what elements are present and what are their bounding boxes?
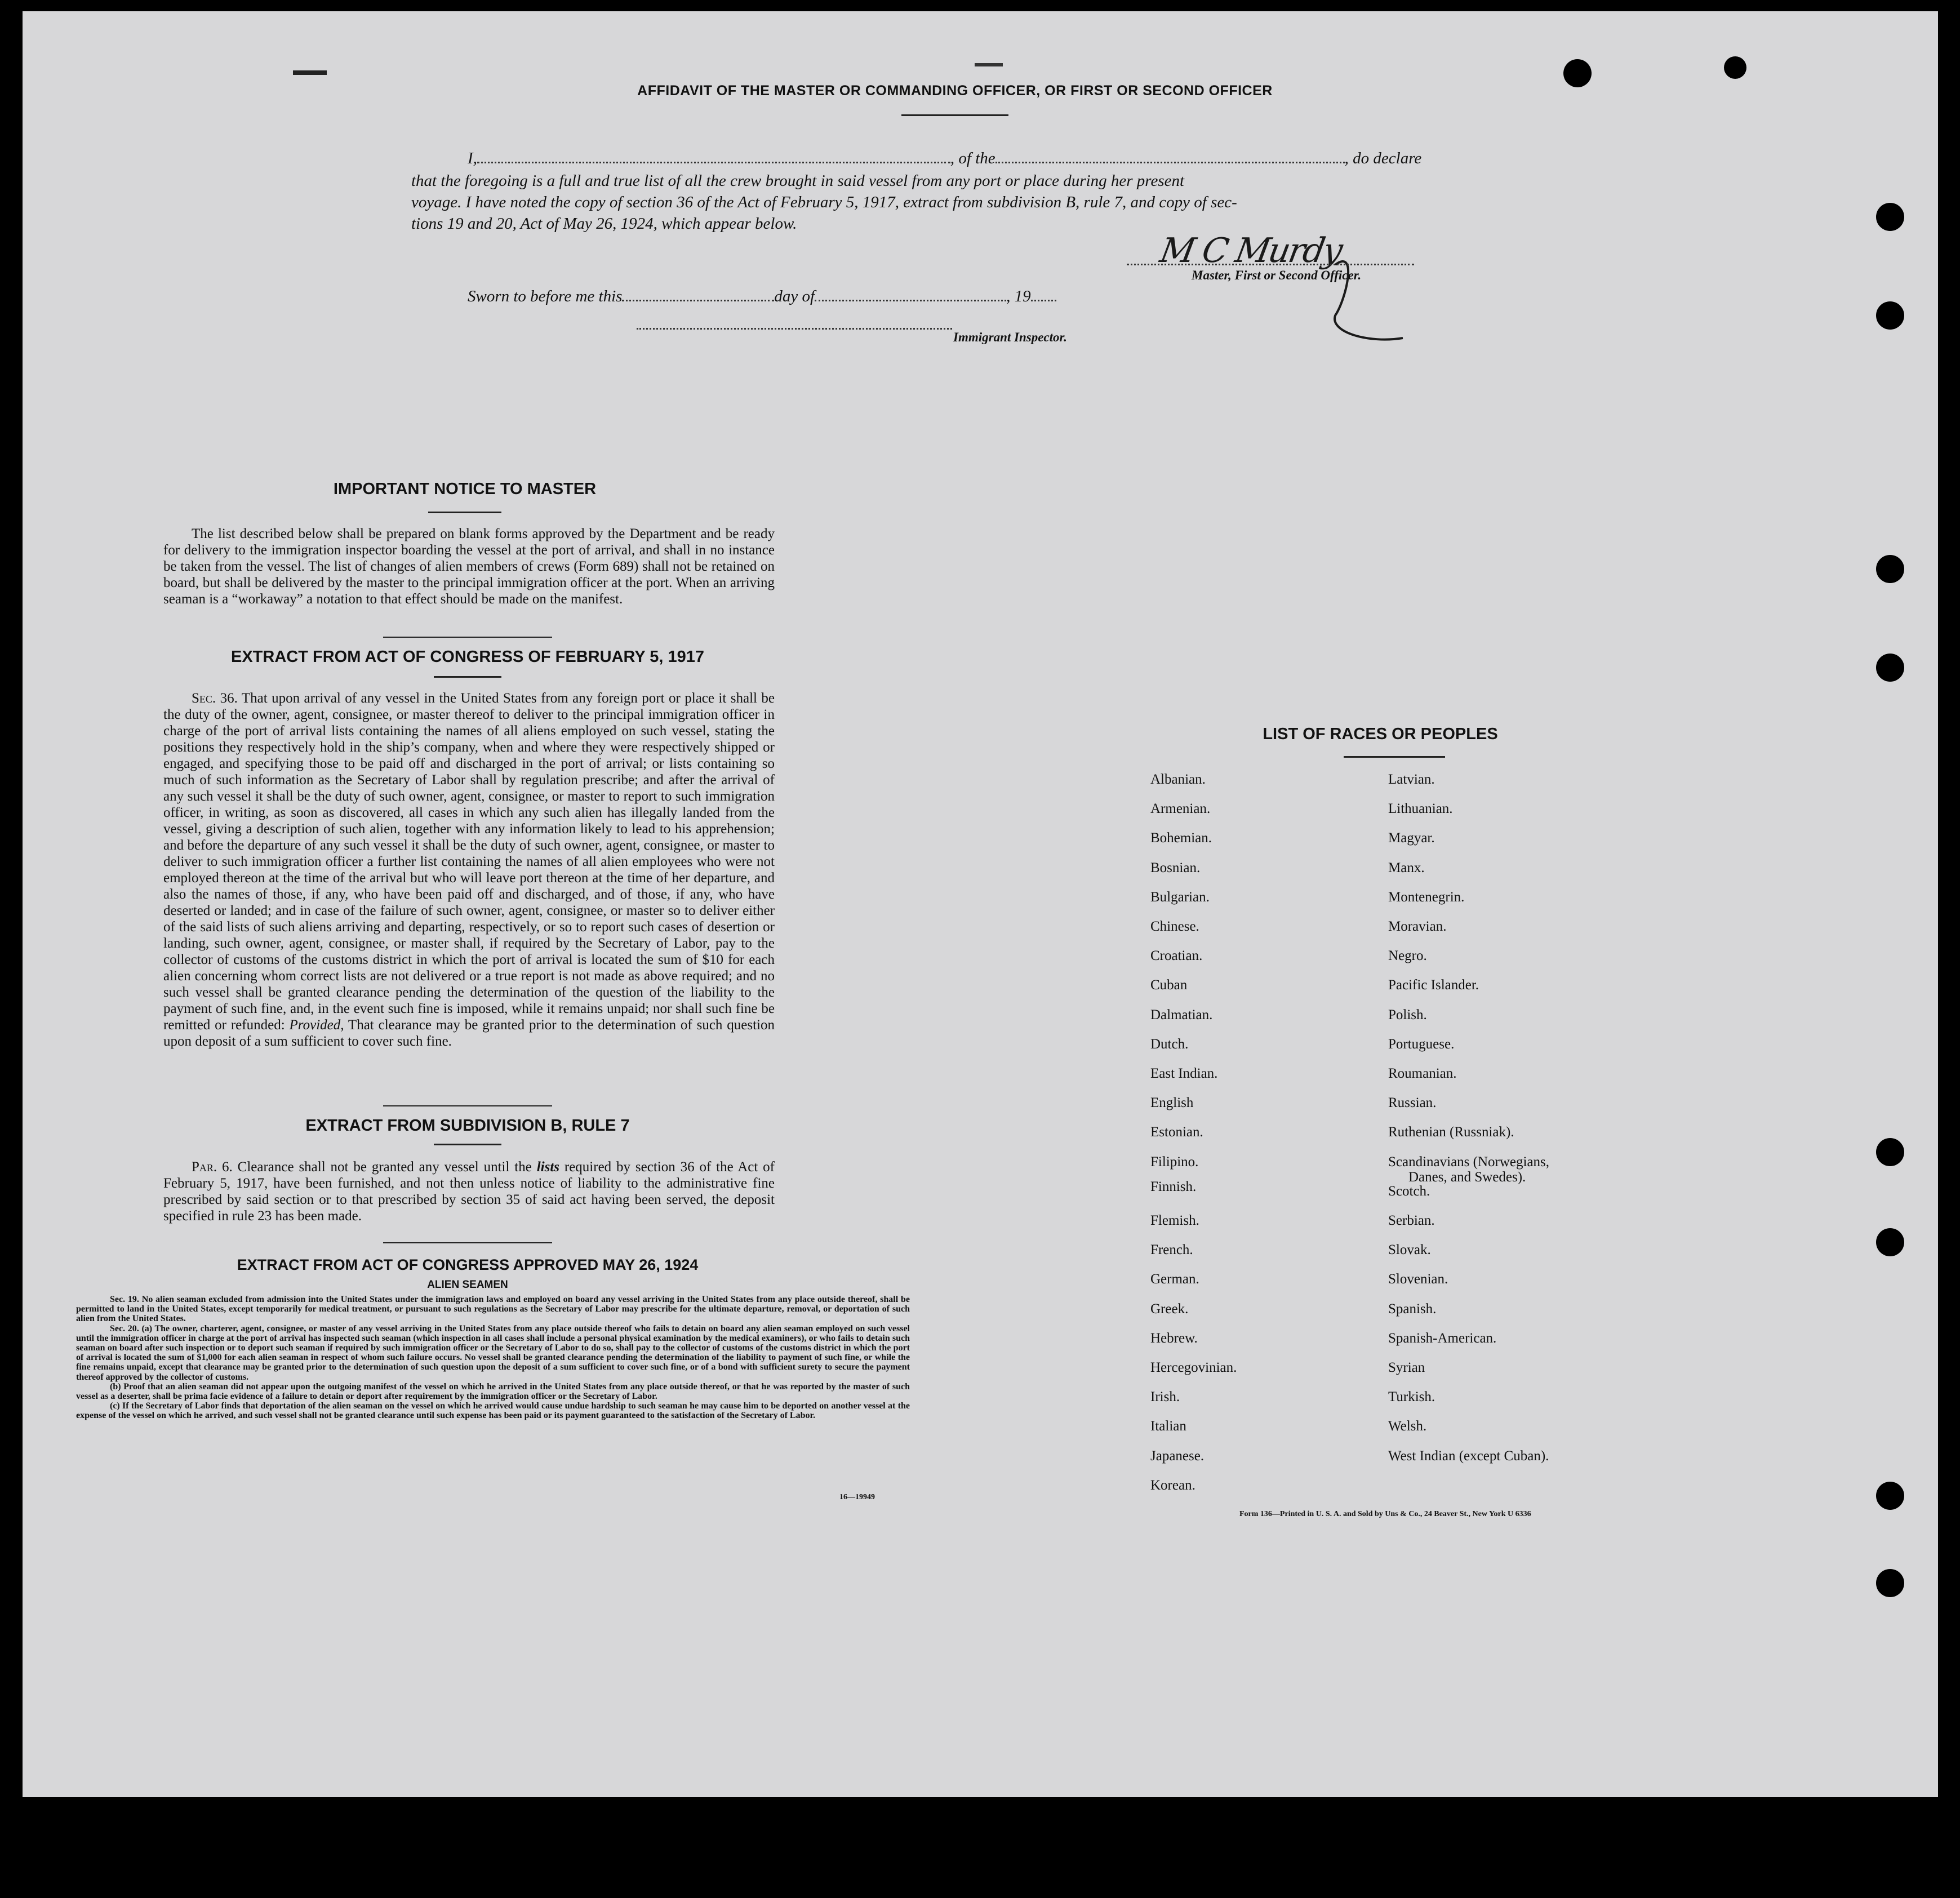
race-item: Danes, and Swedes). <box>1408 1169 1526 1185</box>
race-item: Greek. <box>1150 1301 1189 1317</box>
race-item: Montenegrin. <box>1388 889 1465 905</box>
punch-hole <box>1724 56 1746 79</box>
race-item: Korean. <box>1150 1477 1195 1493</box>
race-item: Roumanian. <box>1388 1066 1457 1081</box>
sec-20a: Sec. 20. (a) The owner, charterer, agent, consignee, or master of any vessel arriving in the United States from any place outside thereof who fails to detain on board any alien seaman employed on such vessel until the immigration officer in charge at the port of arrival has inspected such seaman (which inspection in all cases shall include a personal physical examination by the medical examiners), or who fails to detain such seaman on board after such inspection or to deport such seaman if required by such immigration officer or the Secretary of Labor to do so, shall pay to the collector of customs of the customs district in which the port of arrival is located the sum of $1,000 for each alien seaman in respect of whom such failure occurs. No vessel shall be granted clearance pending the determination of the liability to payment of such fine, or while the fine remains unpaid, except that clearance may be granted prior to the determination of such question upon the deposit of a sum sufficient to cover such fine, or of a bond with sufficient surety to secure the payment thereof approved by the collector of customs. <box>76 1323 910 1382</box>
rule7-text-a: Clearance shall not be granted any vessel until the <box>237 1159 532 1175</box>
punch-hole <box>1876 1138 1904 1166</box>
vessel-blank <box>995 149 1345 163</box>
race-item: Finnish. <box>1150 1179 1197 1194</box>
provided-label: Provided, <box>289 1017 344 1033</box>
punch-hole <box>1876 555 1904 583</box>
notice-heading: IMPORTANT NOTICE TO MASTER <box>333 480 597 498</box>
affidavit-text: , do declare <box>1344 149 1422 167</box>
notice-text: The list described below shall be prepared on blank forms approved by the Department and be ready for delivery to the immigration inspector boarding the vessel at the port of arrival, and shall in no instance be taken from the vessel. The list of changes of alien members of crews (Form 689) shall not be retained on board, but shall be delivered by the master to the principal immigration officer at the port. When an arriving seaman is a “workaway” a notation to that effect should be made on the manifest. <box>163 526 775 607</box>
signature-caption: Master, First or Second Officer. <box>1192 268 1362 282</box>
affidavit-line-1 <box>468 149 1421 168</box>
document-sheet <box>23 11 1938 1797</box>
affidavit-text: I, <box>468 149 477 167</box>
race-item: Moravian. <box>1388 919 1447 934</box>
race-item: Polish. <box>1388 1007 1427 1023</box>
race-item: German. <box>1150 1272 1199 1287</box>
race-item: Portuguese. <box>1388 1036 1455 1052</box>
notice-rule <box>428 512 501 513</box>
extract-1917-rule <box>434 676 501 678</box>
act-1924-heading: EXTRACT FROM ACT OF CONGRESS APPROVED MAY 26, 1924 <box>237 1256 699 1273</box>
name-blank <box>477 149 950 163</box>
notice-end-rule <box>383 637 552 638</box>
month-blank <box>815 287 1006 301</box>
affidavit-line-4: tions 19 and 20, Act of May 26, 1924, which appear below. <box>411 215 797 233</box>
punch-hole <box>1876 654 1904 682</box>
race-item: Cuban <box>1150 977 1188 993</box>
race-item: Bosnian. <box>1150 860 1201 875</box>
race-item: Spanish. <box>1388 1301 1437 1317</box>
punch-hole <box>1876 301 1904 330</box>
race-item: Lithuanian. <box>1388 801 1453 817</box>
race-item: Russian. <box>1388 1095 1437 1111</box>
year-blank <box>1031 287 1056 301</box>
sec-20c: (c) If the Secretary of Labor finds that deportation of the alien seaman on the vessel on which he arrived would cause undue hardship to such seaman he may cause him to be deported on another vessel at the expense of the vessel on which he arrived, and such vessel shall not be granted clearance until such expense has been paid or its payment guaranteed to the satisfaction of the Secretary of Labor. <box>76 1401 910 1421</box>
lists-word: lists <box>536 1159 560 1175</box>
sworn-text: day of <box>774 287 815 305</box>
punch-hole <box>1563 59 1592 87</box>
rule7-rule <box>434 1144 501 1145</box>
scan-mark <box>975 63 1003 66</box>
act-1924-text <box>76 1295 910 1421</box>
race-item: Scandinavians (Norwegians, <box>1388 1154 1550 1170</box>
race-item: Welsh. <box>1388 1419 1427 1434</box>
race-item: Dutch. <box>1150 1036 1189 1052</box>
title-rule <box>901 114 1008 116</box>
race-item: Ruthenian (Russniak). <box>1388 1124 1514 1140</box>
signature: M C Murdy <box>1157 231 1344 270</box>
race-item: Scotch. <box>1388 1183 1430 1199</box>
race-item: Serbian. <box>1388 1213 1435 1228</box>
punch-hole <box>1876 203 1904 231</box>
section-label: Sec. 36. <box>192 691 238 706</box>
rule7-end-rule <box>383 1242 552 1243</box>
race-item: Latvian. <box>1388 772 1435 787</box>
race-item: Hebrew. <box>1150 1330 1198 1346</box>
race-item: Estonian. <box>1150 1124 1203 1140</box>
form-footer: Form 136—Printed in U. S. A. and Sold by Uns & Co., 24 Beaver St., New York U 6336 <box>1239 1510 1531 1518</box>
inspector-caption: Immigrant Inspector. <box>953 330 1067 344</box>
race-item: Croatian. <box>1150 948 1203 964</box>
race-item: Negro. <box>1388 948 1427 964</box>
scan-mark <box>293 70 327 75</box>
races-rule <box>1344 756 1445 758</box>
rule7-text-b: required by section 36 of the Act of February 5, 1917, have been furnished, and not then unless notice of liability to the administrative fine prescribed by said section or to that prescribed by section 35 of said act having been served, the deposit specified in rule 23 has been made. <box>163 1159 775 1224</box>
alien-seamen-subheading: ALIEN SEAMEN <box>427 1279 508 1291</box>
rule7-text <box>163 1159 775 1224</box>
extract-1917-end-rule <box>383 1105 552 1106</box>
section-text: That upon arrival of any vessel in the United States from any foreign port or place it shall be the duty of the owner, agent, consignee, or master thereof to deliver to the principal immigration officer in charge of the port of arrival lists containing the names of all aliens employed on such vessel, stating the positions they respectively hold in the ship’s company, when and where they were respectively shipped or engaged, and specifying those to be paid off and discharged in the port of arrival; or lists containing so much of such information as the Secretary of Labor shall by regulation prescribe; and after the arrival of any such vessel it shall be the duty of such owner, agent, consignee, or master to report to such immigration officer, in writing, as soon as discovered, all cases in which any such alien has illegally landed from the vessel, giving a description of such alien, together with any information likely to lead to his apprehension; and before the departure of any such vessel it shall be the duty of such owner, agent, consignee, or master to deliver to such immigration officer a further list containing the names of all alien employees who were not employed thereon at the time of the arrival but who will leave port thereon at the time of her departure, and also the names of those, if any, who have been paid off and discharged, and of those, if any, who have deserted or landed; and in case of the failure of such owner, agent, consignee, or master so to deliver either of the said lists of such aliens arriving and departing, respectively, or so to report such cases of desertion or landing, such owner, agent, consignee, or master shall, if required by the Secretary of Labor, pay to the collector of customs of the customs district in which the port of arrival is located the sum of $10 for each alien concerning whom correct lists are not delivered or a true report is not made as above required; and no such vessel shall be granted clearance pending the determination of the question of the liability to the payment of such fine, and, in the event such fine is imposed, while it remains unpaid; nor shall such fine be remitted or refunded: <box>163 691 775 1033</box>
sworn-text: Sworn to before me this <box>468 287 623 305</box>
race-item: Slovak. <box>1388 1242 1431 1258</box>
race-item: Irish. <box>1150 1389 1180 1405</box>
race-item: Pacific Islander. <box>1388 977 1479 993</box>
race-item: Slovenian. <box>1388 1272 1448 1287</box>
paragraph-label: Par. 6. <box>192 1159 233 1175</box>
inspector-line <box>637 328 952 330</box>
extract-1917-heading: EXTRACT FROM ACT OF CONGRESS OF FEBRUARY 5, 1917 <box>230 648 705 666</box>
race-item: English <box>1150 1095 1194 1111</box>
race-item: Armenian. <box>1150 801 1211 817</box>
race-item: Filipino. <box>1150 1154 1199 1170</box>
race-item: Manx. <box>1388 860 1425 875</box>
race-item: East Indian. <box>1150 1066 1218 1081</box>
race-item: Spanish-American. <box>1388 1330 1497 1346</box>
sec-20b: (b) Proof that an alien seaman did not appear upon the outgoing manifest of the vessel on which he arrived in the United States from any place outside thereof, or that he was reported by the master of such vessel as a deserter, shall be prima facie evidence of a failure to detain or deport after requirement by the immigration officer or the Secretary of Labor. <box>76 1381 910 1402</box>
race-item: Bohemian. <box>1150 830 1212 846</box>
race-item: Magyar. <box>1388 830 1435 846</box>
punch-hole <box>1876 1482 1904 1510</box>
races-heading: LIST OF RACES OR PEOPLES <box>1263 725 1498 743</box>
race-item: Syrian <box>1388 1360 1425 1375</box>
race-item: Dalmatian. <box>1150 1007 1213 1023</box>
race-item: Albanian. <box>1150 772 1206 787</box>
sworn-text: , 19 <box>1006 287 1031 305</box>
rule7-heading: EXTRACT FROM SUBDIVISION B, RULE 7 <box>305 1117 630 1135</box>
race-item: Italian <box>1150 1419 1186 1434</box>
race-item: Hercegovinian. <box>1150 1360 1237 1375</box>
race-item: Bulgarian. <box>1150 889 1210 905</box>
signature-flourish <box>1324 248 1414 349</box>
sec-19: Sec. 19. No alien seaman excluded from admission into the United States under the immigration laws and employed on board any vessel arriving in the United States from any place outside thereof, shall be permitted to land in the United States, except temporarily for medical treatment, or pursuant to such regulations as the Secretary of Labor may prescribe for the ultimate departure, removal, or deportation of such alien from the United States. <box>76 1295 910 1324</box>
race-item: West Indian (except Cuban). <box>1388 1448 1549 1464</box>
affidavit-line-2: that the foregoing is a full and true list of all the crew brought in said vessel from any port or place during her present <box>411 172 1185 190</box>
punch-hole <box>1876 1569 1904 1597</box>
extract-1917-text <box>163 690 775 1050</box>
affidavit-title: AFFIDAVIT OF THE MASTER OR COMMANDING OFFICER, OR FIRST OR SECOND OFFICER <box>637 83 1273 99</box>
affidavit-text: , of the <box>950 149 995 167</box>
signature-line <box>1127 264 1414 265</box>
sworn-line <box>468 287 1056 306</box>
race-item: Turkish. <box>1388 1389 1435 1405</box>
day-blank <box>622 287 774 301</box>
race-item: Flemish. <box>1150 1213 1199 1228</box>
section-text-end: That clearance may be granted prior to the determination of such question upon deposit of a sum sufficient to cover such fine. <box>163 1017 775 1049</box>
print-code: 16—19949 <box>839 1493 875 1501</box>
punch-hole <box>1876 1228 1904 1256</box>
race-item: Japanese. <box>1150 1448 1205 1464</box>
race-item: French. <box>1150 1242 1193 1258</box>
affidavit-line-3: voyage. I have noted the copy of section 36 of the Act of February 5, 1917, extract from subdivision B, rule 7, and copy of sec- <box>411 193 1237 211</box>
race-item: Chinese. <box>1150 919 1199 934</box>
